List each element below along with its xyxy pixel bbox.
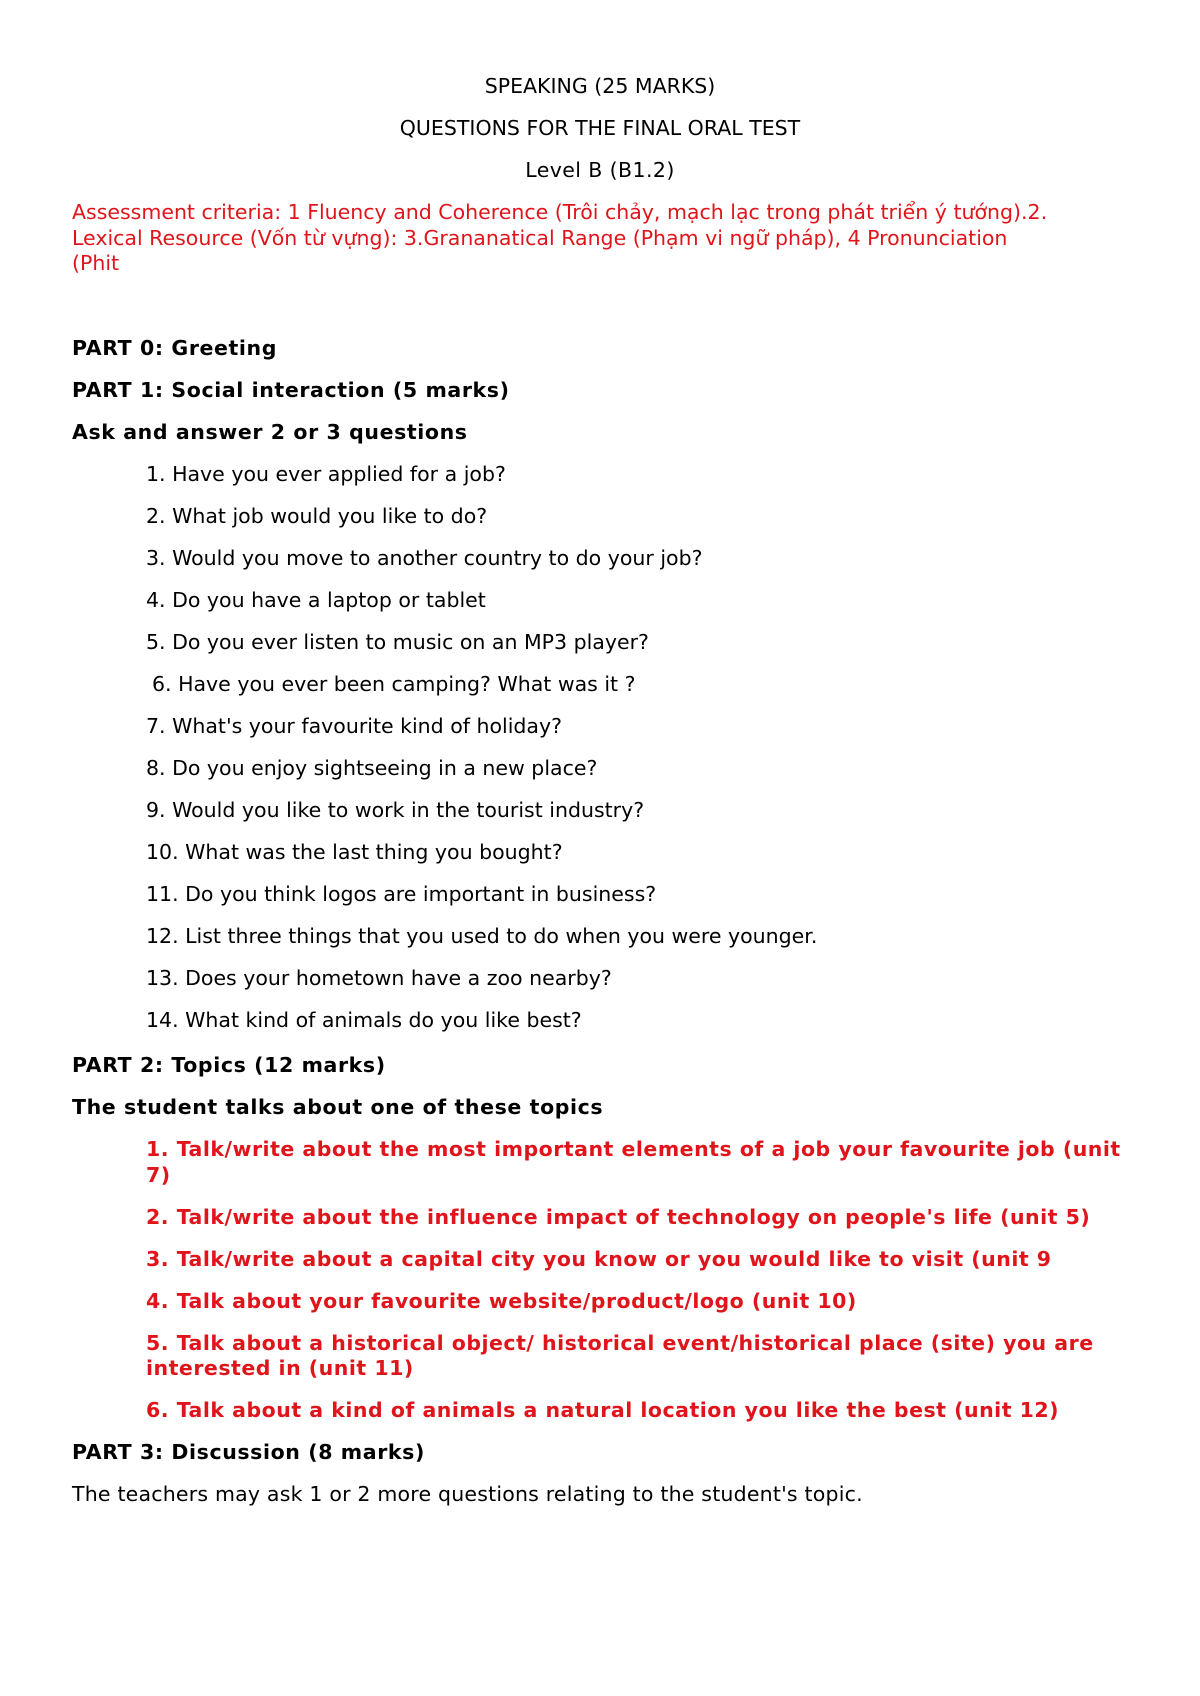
topic-list bbox=[146, 1137, 1136, 1440]
topic-item: 3. Talk/write about a capital city you know or you would like to visit (unit 9 bbox=[146, 1246, 1052, 1271]
question-item: 5. Do you ever listen to music on an MP3 player? bbox=[146, 630, 649, 654]
document-subtitle: QUESTIONS FOR THE FINAL ORAL TEST bbox=[399, 116, 801, 140]
question-item: 9. Would you like to work in the tourist industry? bbox=[146, 798, 645, 822]
part3-text: The teachers may ask 1 or 2 more questions relating to the student's topic. bbox=[72, 1482, 863, 1506]
part0-heading: PART 0: Greeting bbox=[72, 336, 278, 360]
topic-item: 1. Talk/write about the most important elements of a job your favourite job (unit 7) bbox=[146, 1137, 1121, 1187]
question-item: 8. Do you enjoy sightseeing in a new place? bbox=[146, 756, 598, 780]
topic-item: 4. Talk about your favourite website/product/logo (unit 10) bbox=[146, 1288, 857, 1313]
question-item: 6. Have you ever been camping? What was it ? bbox=[152, 672, 636, 696]
question-item: 7. What's your favourite kind of holiday? bbox=[146, 714, 562, 738]
question-item: 3. Would you move to another country to do your job? bbox=[146, 546, 703, 570]
assessment-criteria: Assessment criteria: 1 Fluency and Coherence (Trôi chảy, mạch lạc trong phát triển ý tướng).2. Lexical Resource (Vốn từ vựng): 3.Grananatical Range (Phạm vi ngữ pháp), 4 Pronunciation (Phit bbox=[72, 200, 1048, 275]
question-item: 10. What was the last thing you bought? bbox=[146, 840, 563, 864]
topic-item: 2. Talk/write about the influence impact of technology on people's life (unit 5) bbox=[146, 1204, 1091, 1229]
part1-instruction: Ask and answer 2 or 3 questions bbox=[72, 420, 468, 444]
document-title: SPEAKING (25 MARKS) bbox=[484, 74, 716, 98]
question-item: 14. What kind of animals do you like best? bbox=[146, 1008, 582, 1032]
part1-heading: PART 1: Social interaction (5 marks) bbox=[72, 378, 510, 402]
question-item: 1. Have you ever applied for a job? bbox=[146, 462, 506, 486]
question-item: 12. List three things that you used to do when you were younger. bbox=[146, 924, 818, 948]
document-level: Level B (B1.2) bbox=[525, 158, 675, 182]
question-list bbox=[146, 462, 817, 1050]
question-item: 4. Do you have a laptop or tablet bbox=[146, 588, 486, 612]
question-item: 2. What job would you like to do? bbox=[146, 504, 488, 528]
part2-instruction: The student talks about one of these topics bbox=[72, 1095, 604, 1119]
topic-item: 5. Talk about a historical object/ historical event/historical place (site) you are interested in (unit 11) bbox=[146, 1330, 1094, 1380]
part3-heading: PART 3: Discussion (8 marks) bbox=[72, 1440, 425, 1464]
part2-heading: PART 2: Topics (12 marks) bbox=[72, 1053, 386, 1077]
question-item: 13. Does your hometown have a zoo nearby? bbox=[146, 966, 612, 990]
topic-item: 6. Talk about a kind of animals a natural location you like the best (unit 12) bbox=[146, 1398, 1060, 1422]
question-item: 11. Do you think logos are important in business? bbox=[146, 882, 657, 906]
